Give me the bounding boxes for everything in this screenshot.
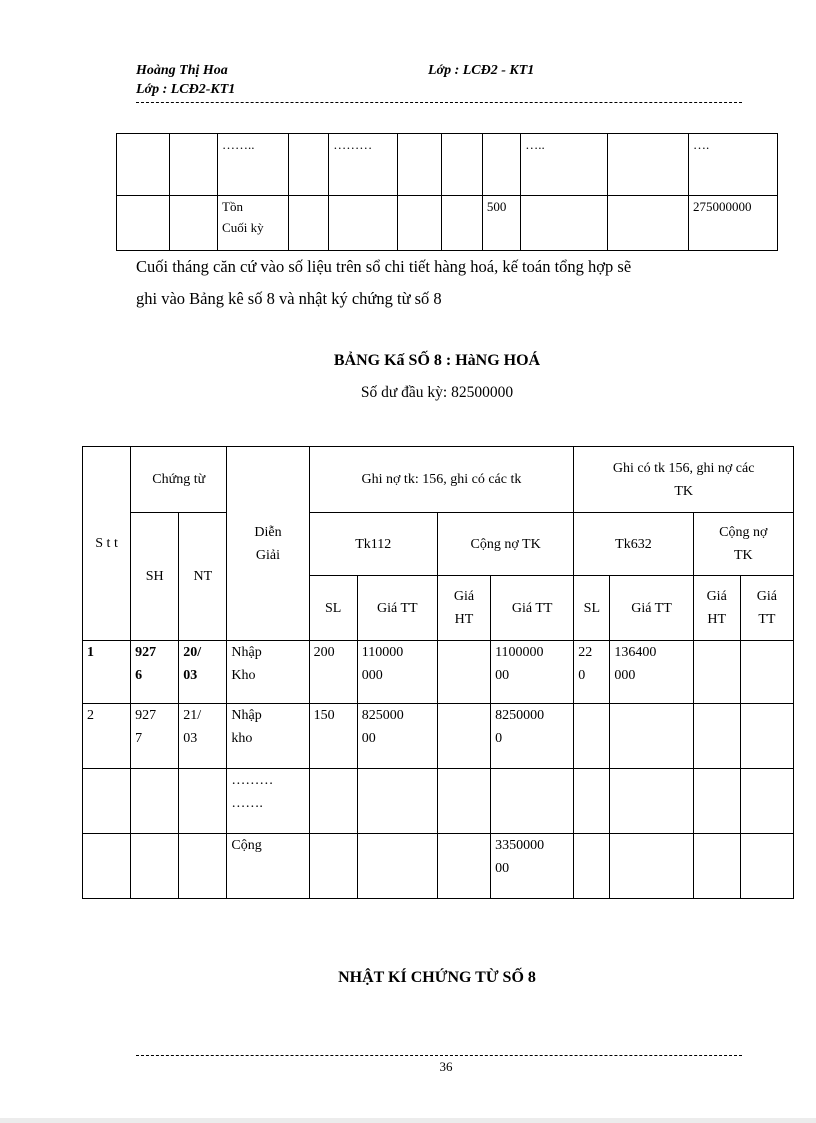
header-sh: SH xyxy=(131,513,179,641)
page-edge xyxy=(0,1118,816,1123)
table-title: BẢNG Kấ SỐ 8 : HàNG HOÁ xyxy=(333,352,541,369)
table-row xyxy=(117,196,778,251)
cell-ellipsis: …….. xyxy=(218,134,289,196)
header-chung-tu: Chứng từ xyxy=(131,447,227,513)
header-gia-ht: Giá HT xyxy=(437,576,490,641)
header-divider xyxy=(136,102,742,103)
cell-ellipsis: ……… xyxy=(329,134,398,196)
header-gia-tt: Giá TT xyxy=(740,576,793,641)
table-row: 2 927 7 21/ 03 Nhập kho 150 825000 00 8250000 0 xyxy=(83,704,794,769)
table-row: Cộng 3350000 00 xyxy=(83,834,794,899)
class-label: Lớp : LCĐ2-KT1 xyxy=(136,82,236,97)
header-gia-ht: Giá HT xyxy=(693,576,740,641)
ledger-continuation-table xyxy=(116,133,778,251)
footer-divider xyxy=(136,1055,742,1056)
cell-ellipsis: …. xyxy=(688,134,777,196)
opening-balance: Số dư đầu kỳ: 82500000 xyxy=(360,384,514,401)
body-paragraph: Cuối tháng căn cứ vào số liệu trên sổ chi tiết hàng hoá, kế toán tổng hợp sẽ ghi vào Bảng kê số 8 và nhật ký chứng từ số 8 xyxy=(136,257,632,308)
header-tk112: Tk112 xyxy=(309,513,437,576)
table-row: ……… ……. xyxy=(83,769,794,834)
page-number: 36 xyxy=(439,1059,453,1074)
header-ghi-co: Ghi có tk 156, ghi nợ các TK xyxy=(574,447,794,513)
next-section-title: NHẬT KÍ CHỨNG TỪ SỐ 8 xyxy=(338,969,536,986)
header-dien-giai: Diễn Giải xyxy=(227,447,309,641)
cell-closing-value: 275000000 xyxy=(688,196,777,251)
header-cong-no: Cộng nợ TK xyxy=(693,513,793,576)
class-label-right: Lớp : LCĐ2 - KT1 xyxy=(428,63,535,78)
header-sl: SL xyxy=(309,576,357,641)
header-nt: NT xyxy=(179,513,227,641)
author-name: Hoàng Thị Hoa xyxy=(136,63,228,78)
header-ghi-no: Ghi nợ tk: 156, ghi có các tk xyxy=(309,447,574,513)
header-gia-tt: Giá TT xyxy=(491,576,574,641)
header-gia-tt: Giá TT xyxy=(357,576,437,641)
bang-ke-table xyxy=(82,446,794,899)
header-stt: S t t xyxy=(83,447,131,641)
header-gia-tt: Giá TT xyxy=(610,576,693,641)
table-row xyxy=(117,134,778,196)
header-tk632: Tk632 xyxy=(574,513,693,576)
header-sl: SL xyxy=(574,576,610,641)
cell-closing-label: Tồn Cuối kỳ xyxy=(218,196,289,251)
header-cong-no-tk: Cộng nợ TK xyxy=(437,513,573,576)
table-row: 1 927 6 20/ 03 Nhập Kho 200 110000 000 1100000 00 22 0 136400 000 xyxy=(83,641,794,704)
cell-closing-qty: 500 xyxy=(482,196,520,251)
cell-ellipsis: ….. xyxy=(521,134,608,196)
